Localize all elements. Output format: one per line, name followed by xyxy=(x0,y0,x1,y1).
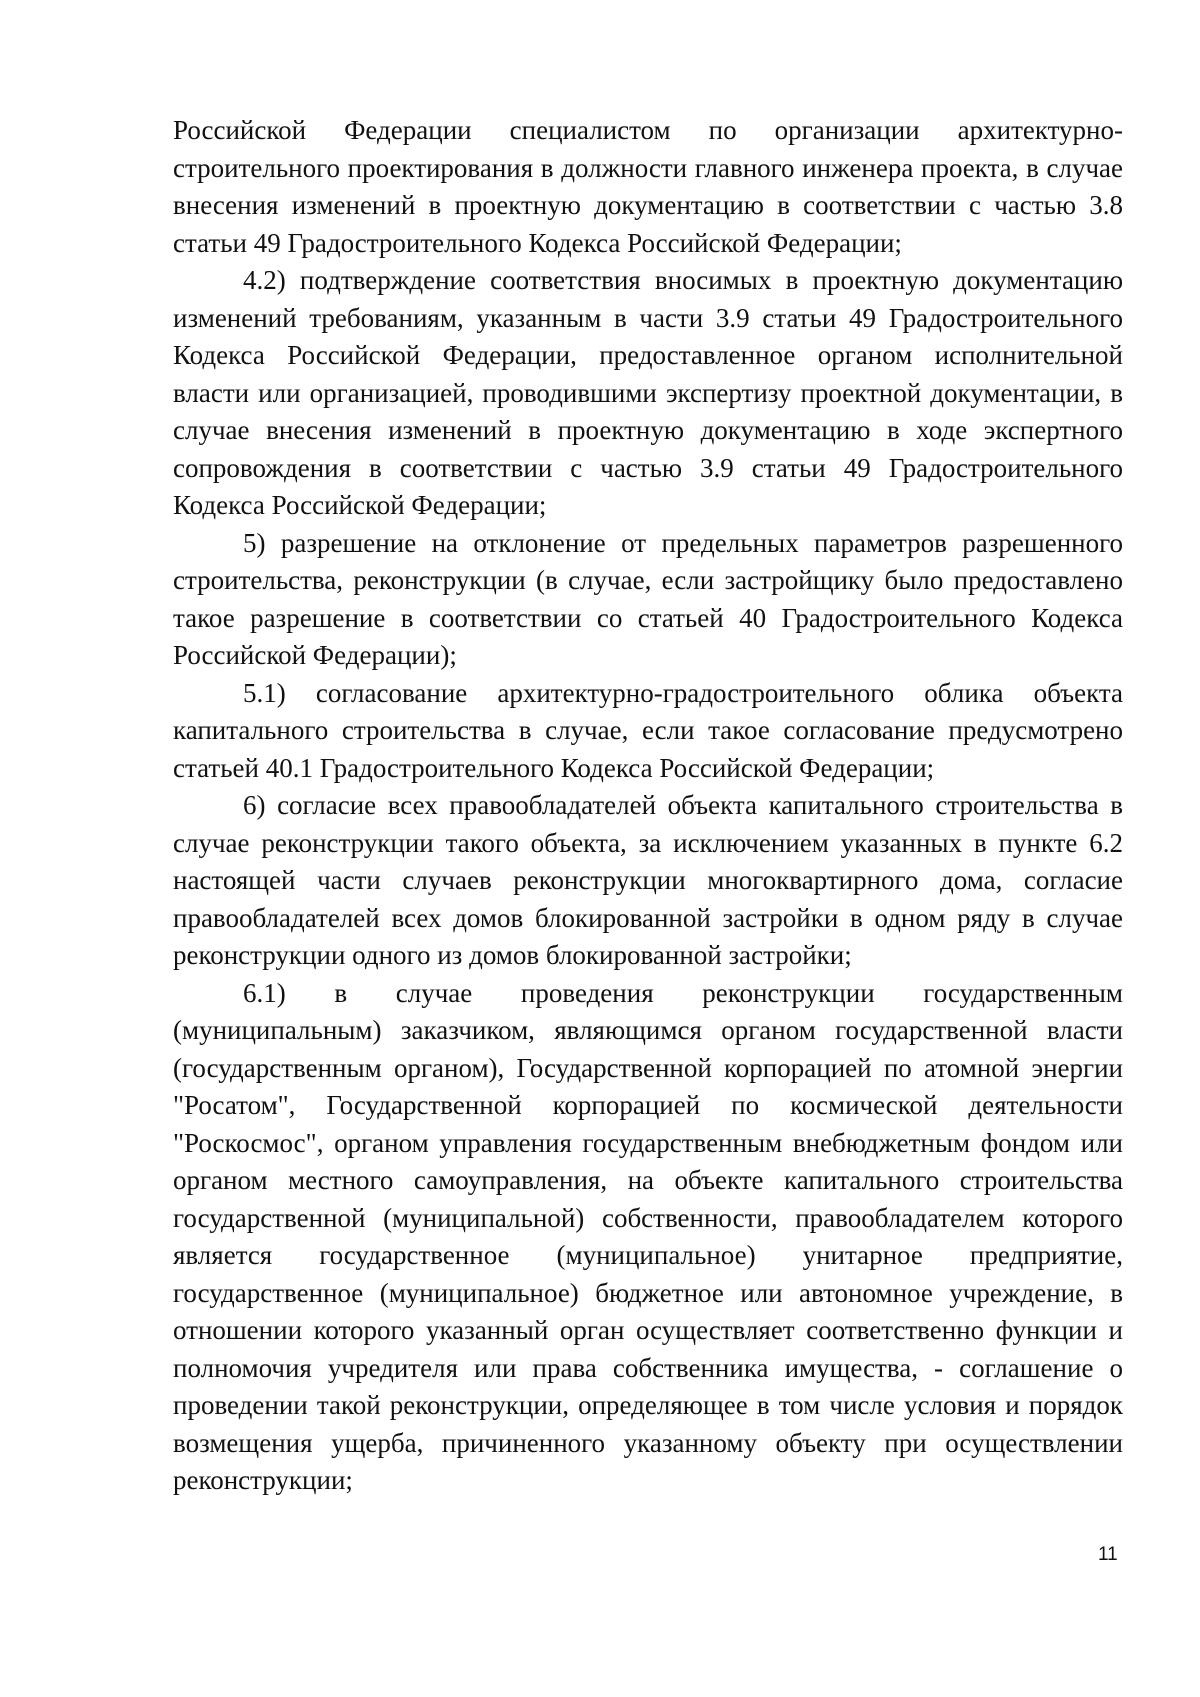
paragraph-6-1: 6.1) в случае проведения реконструкции государственным (муниципальным) заказчиком, являющимся органом государственной власти (государственным органом), Государственной корпорацией по атомной энергии "Росатом", Государственной корпорацией по космической деятельности "Роскосмос", органом управления государственным внебюджетным фондом или органом местного самоуправления, на объекте капитального строительства государственной (муниципальной) собственности, правообладателем которого является государственное (муниципальное) унитарное предприятие, государственное (муниципальное) бюджетное или автономное учреждение, в отношении которого указанный орган осуществляет соответственно функции и полномочия учредителя или права собственника имущества, - соглашение о проведении такой реконструкции, определяющее в том числе условия и порядок возмещения ущерба, причиненного указанному объекту при осуществлении реконструкции; xyxy=(173,977,1123,1495)
paragraph-5: 5) разрешение на отклонение от предельных параметров разрешенного строительства, реконструкции (в случае, если застройщику было предоставлено такое разрешение в соответствии со статьей 40 Градостроительного Кодекса Российской Федерации); xyxy=(173,527,1123,670)
paragraph-4-2: 4.2) подтверждение соответствия вносимых в проектную документацию изменений требованиям, указанным в части 3.9 статьи 49 Градостроительного Кодекса Российской Федерации, предоставленное органом исполнительной власти или организацией, проводившими экспертизу проектной документации, в случае внесения изменений в проектную документацию в ходе экспертного сопровождения в соответствии с частью 3.9 статьи 49 Градостроительного Кодекса Российской Федерации; xyxy=(173,265,1123,520)
document-body xyxy=(173,112,1123,1500)
paragraph-6: 6) согласие всех правообладателей объекта капитального строительства в случае реконструкции такого объекта, за исключением указанных в пункте 6.2 настоящей части случаев реконструкции многоквартирного дома, согласие правообладателей всех домов блокированной застройки в одном ряду в случае реконструкции одного из домов блокированной застройки; xyxy=(173,790,1123,970)
paragraph-5-1: 5.1) согласование архитектурно-градостроительного облика объекта капитального строительства в случае, если такое согласование предусмотрено статьей 40.1 Градостроительного Кодекса Российской Федерации; xyxy=(173,677,1123,783)
page-number: 11 xyxy=(1098,1544,1118,1565)
paragraph-continuation: Российской Федерации специалистом по организации архитектурно-строительного проектирования в должности главного инженера проекта, в случае внесения изменений в проектную документацию в соответствии с частью 3.8 статьи 49 Градостроительного Кодекса Российской Федерации; xyxy=(173,115,1123,258)
